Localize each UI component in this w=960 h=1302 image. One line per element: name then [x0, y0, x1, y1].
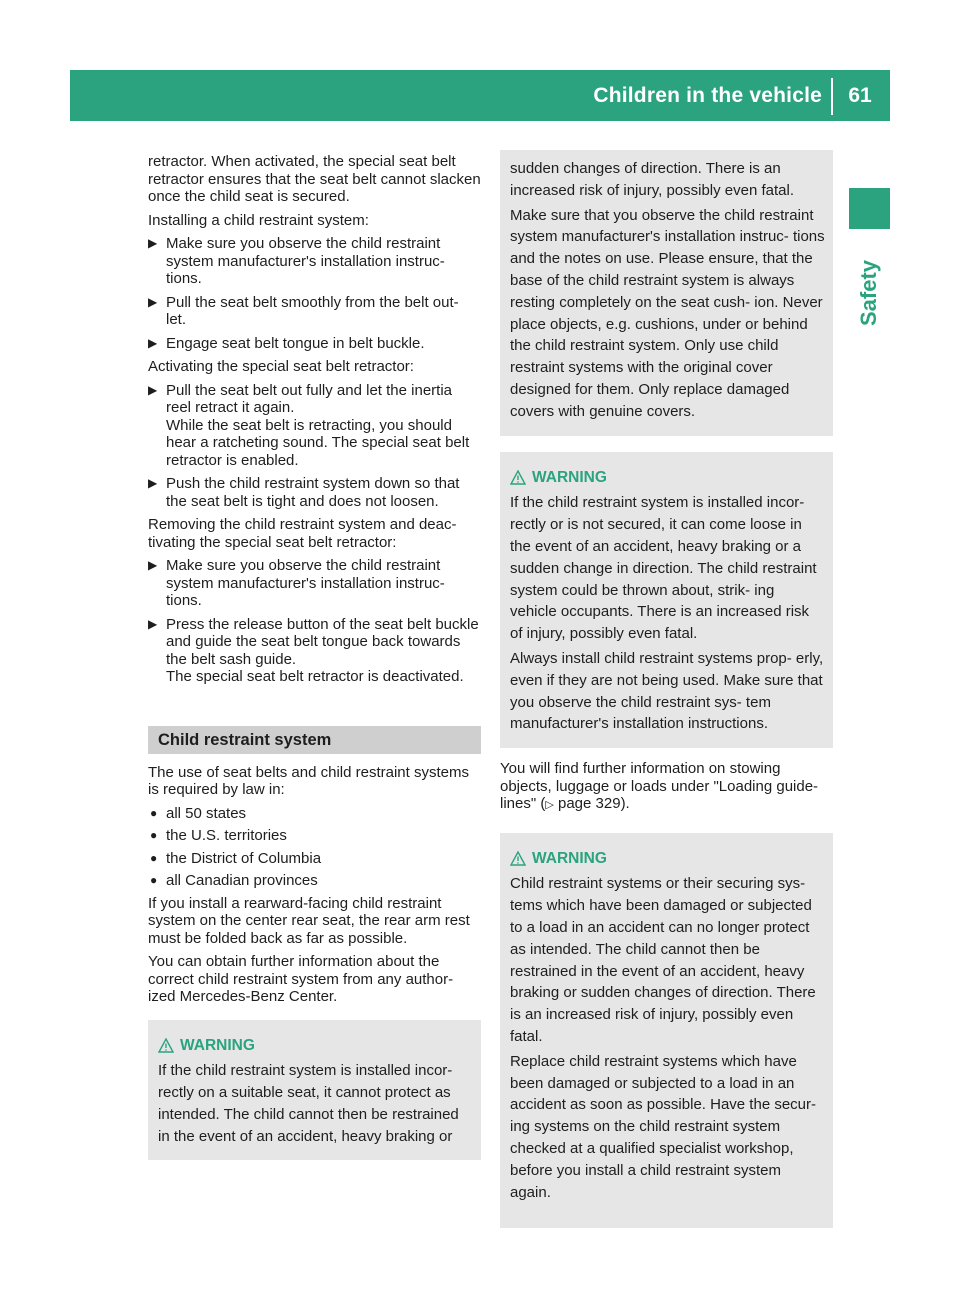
bullet-icon: ●	[150, 850, 158, 865]
installing-label: Installing a child restraint system:	[148, 211, 369, 229]
warning-header	[510, 467, 825, 489]
warning-header	[158, 1035, 473, 1057]
page-number: 61	[848, 84, 872, 107]
further-info: You can obtain further information about the correct child restraint system from any author- ized Mercedes-Benz Center.	[148, 953, 454, 1005]
step-arrow-icon: ▶	[148, 294, 158, 309]
activating-step: ▶ Pull the seat belt out fully and let the inertia reel retract it again. While the seat belt is retracting, you should hear a ratcheting sound. The special seat belt retractor is enabled.	[148, 381, 470, 469]
step-arrow-icon: ▶	[148, 558, 158, 572]
side-tab-marker	[849, 188, 890, 229]
law-intro: The use of seat belts and child restraint systems is required by law in:	[148, 763, 469, 798]
right-column	[500, 150, 833, 1240]
warning-triangle-icon	[510, 470, 526, 485]
list-item: ● all 50 states	[150, 804, 247, 822]
header-divider	[831, 78, 833, 115]
list-item: ● all Canadian provinces	[150, 872, 318, 889]
intro-text: retractor. When activated, the special seat belt retractor ensures that the seat belt cannot slacken once the child seat is secured.	[148, 153, 481, 205]
warning-box-continued	[500, 150, 833, 436]
warning-text: Child restraint systems or their securing sys- tems which have been damaged or subjected to a load in an accident can no longer protect as intended. The child cannot then be restrained in the event of an accident, heavy braking or sudden changes of direction. There is an increased risk of injury, possibly even fatal.	[510, 875, 816, 1045]
bullet-icon: ●	[150, 805, 158, 820]
removing-label: Removing the child restraint system and deac- tivating the special seat belt retractor:	[148, 516, 457, 551]
activating-label: Activating the special seat belt retractor:	[148, 358, 414, 375]
step-arrow-icon: ▶	[148, 335, 158, 350]
warning-text: Replace child restraint systems which have been damaged or subjected to a load in an accident as soon as possible. Have the secur- ing systems on the child restraint system checked at a qualified specialist workshop, before you install a child restraint system again.	[510, 1052, 816, 1201]
page-reference-link[interactable]: page 329	[557, 795, 621, 813]
activating-step: ▶ Push the child restraint system down so that the seat belt is tight and does not loosen.	[148, 475, 460, 510]
warning-text: Make sure that you observe the child restraint system manufacturer's installation instruc- tions and the notes on use. Please ensure, that the base of the child restraint system is always resting completely on the seat cush- ion. Never place objects, e.g. cushions, under or behind the child restraint system. Only use child restraint systems with the original cover designed for them. Only replace damaged covers with genuine covers.	[510, 206, 825, 420]
step-result: While the seat belt is retracting, you should hear a ratcheting sound. The special seat belt retractor is enabled.	[166, 416, 470, 469]
stowing-text: You will find further information on stowing objects, luggage or loads under "Loading guide- lines" (▷ page 329).	[500, 760, 819, 813]
header-bar	[70, 70, 890, 121]
warning-box	[500, 452, 833, 749]
warning-header	[510, 848, 825, 870]
left-column	[148, 153, 481, 1172]
list-item: ● the U.S. territories	[150, 827, 287, 844]
page-reference-icon: ▷	[545, 799, 554, 812]
warning-title: WARNING	[532, 849, 607, 867]
installing-step: ▶ Engage seat belt tongue in belt buckle.	[148, 334, 425, 352]
step-arrow-icon: ▶	[148, 476, 158, 490]
step-result: The special seat belt retractor is deactivated.	[166, 668, 464, 685]
warning-text: If the child restraint system is installed incor- rectly or is not secured, it can come loose in the event of an accident, heavy braking or a sudden change in direction. The child restraint system could be thrown about, strik- ing vehicle occupants. There is an increased risk of injury, possibly even fatal.	[510, 494, 817, 643]
warning-title: WARNING	[180, 1036, 255, 1054]
page-title: Children in the vehicle	[593, 84, 822, 107]
warning-text: sudden changes of direction. There is an increased risk of injury, possibly even fatal.	[510, 160, 795, 199]
list-item: ● the District of Columbia	[150, 849, 322, 867]
step-arrow-icon: ▶	[148, 616, 158, 631]
warning-text: Always install child restraint systems prop- erly, even if they are not being used. Make sure that you observe the child restraint sys- tem manufacturer's installation instructions.	[510, 649, 824, 733]
warning-text: If the child restraint system is installed incor- rectly on a suitable seat, it cannot protect as intended. The child cannot then be restrained in the event of an accident, heavy braking or	[158, 1062, 459, 1145]
warning-title: WARNING	[532, 468, 607, 486]
installing-step: ▶ Pull the seat belt smoothly from the belt out- let.	[148, 293, 459, 328]
bullet-icon: ●	[150, 828, 158, 842]
warning-triangle-icon	[510, 851, 526, 866]
side-tab-label: Safety	[856, 259, 881, 327]
installing-step: ▶ Make sure you observe the child restraint system manufacturer's installation instruc- tions.	[148, 235, 445, 287]
rearward-note: If you install a rearward-facing child restraint system on the center rear seat, the rear arm rest must be folded back as far as possible.	[148, 894, 470, 947]
step-arrow-icon: ▶	[148, 236, 158, 250]
bullet-icon: ●	[150, 873, 158, 887]
removing-step: ▶ Press the release button of the seat belt buckle and guide the seat belt tongue back towards the belt sash guide. The special seat belt retractor is deactivated.	[148, 615, 479, 685]
step-arrow-icon: ▶	[148, 382, 158, 397]
warning-box	[148, 1020, 481, 1161]
section-heading: Child restraint system	[148, 726, 481, 754]
removing-step: ▶ Make sure you observe the child restraint system manufacturer's installation instruc- tions.	[148, 557, 445, 609]
warning-triangle-icon	[158, 1038, 174, 1053]
warning-box	[500, 833, 833, 1229]
